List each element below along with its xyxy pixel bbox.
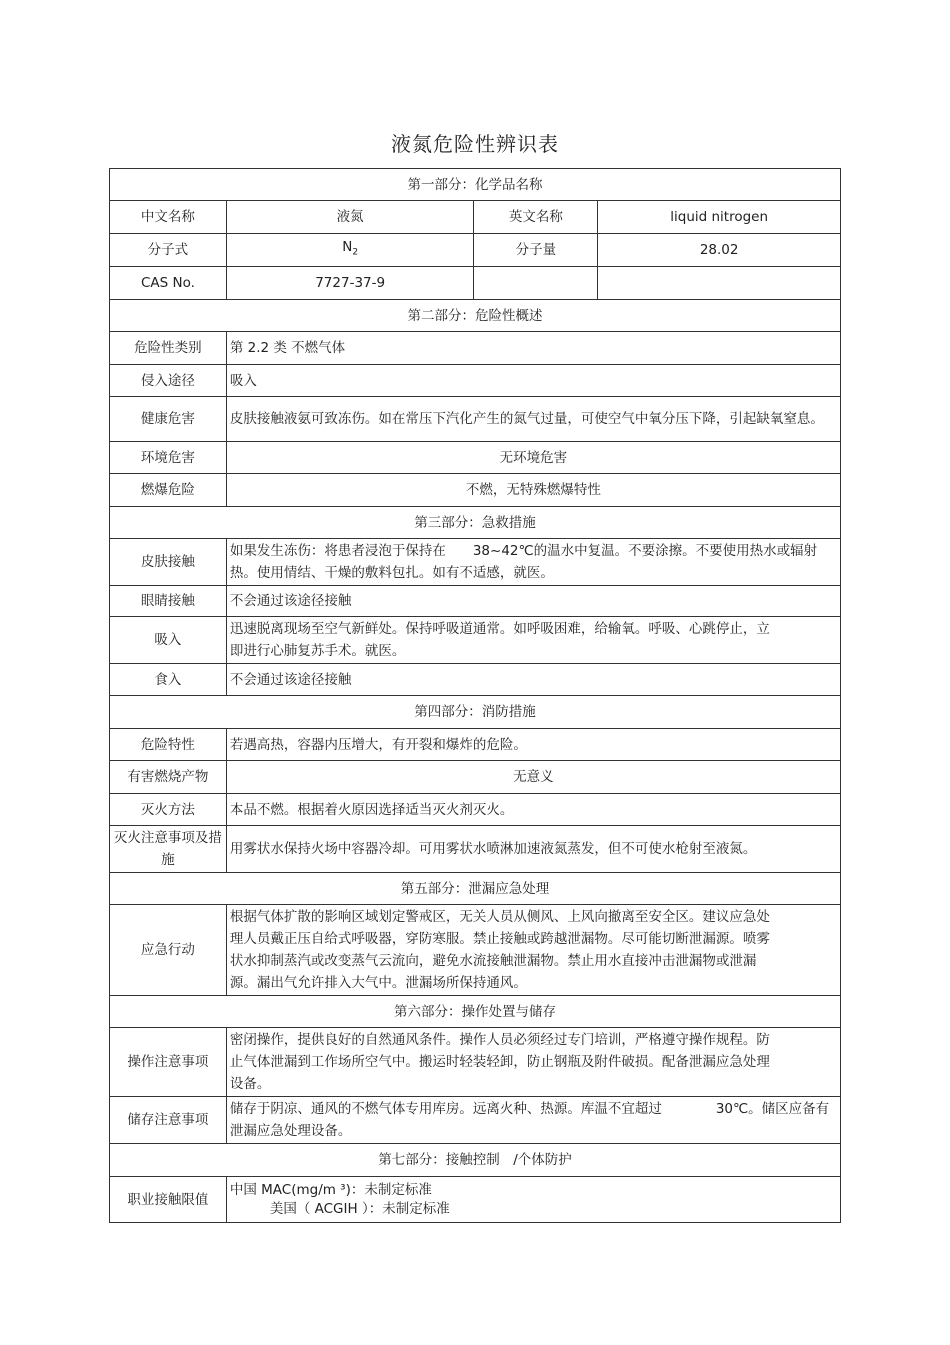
document-title: 液氮危险性辨识表: [391, 132, 559, 156]
eye-contact-value: 不会通过该途径接触: [226, 586, 840, 617]
en-name-label: 英文名称: [474, 201, 598, 234]
ingestion-value: 不会通过该途径接触: [226, 664, 840, 696]
table-row: [110, 1028, 841, 1097]
env-hazard-value: 无环境危害: [226, 442, 840, 474]
cas-value: 7727-37-9: [226, 267, 474, 300]
table-row: [110, 332, 841, 365]
empty-cell: [598, 267, 841, 300]
exposure-limit-label: 职业接触限值: [110, 1177, 227, 1223]
hazard-property-label: 危险特性: [110, 729, 227, 761]
empty-cell: [474, 267, 598, 300]
cn-name-value: 液氮: [226, 201, 474, 234]
ingestion-label: 食入: [110, 664, 227, 696]
part3-header: 第三部分：急救措施: [110, 507, 841, 539]
formula-label: 分子式: [110, 234, 227, 267]
part2-header: 第二部分：危险性概述: [110, 300, 841, 332]
section-header-part7: [110, 1144, 841, 1177]
cn-name-label: 中文名称: [110, 201, 227, 234]
table-row: [110, 539, 841, 586]
inhalation-label: 吸入: [110, 617, 227, 664]
part6-header: 第六部分：操作处置与储存: [110, 996, 841, 1028]
storage-notes-label: 储存注意事项: [110, 1097, 227, 1144]
emergency-action-value: 根据气体扩散的影响区域划定警戒区，无关人员从侧风、上风向撤离至安全区。建议应急处理人员戴正压自给式呼吸器，穿防寒服。禁止接触或跨越泄漏物。尽可能切断泄漏源。喷雾状水抑制蒸汽或改变蒸气云流向，避免水流接触泄漏物。禁止用水直接冲击泄漏物或泄漏源。漏出气允许排入大气中。泄漏场所保持通风。: [226, 905, 840, 996]
table-row: [110, 729, 841, 761]
table-row: [110, 617, 841, 664]
mw-value: 28.02: [598, 234, 841, 267]
storage-notes-value: 储存于阴凉、通风的不燃气体专用库房。远离火种、热源。库温不宜超过 30℃。储区应备有泄漏应急处理设备。: [226, 1097, 840, 1144]
table-row: [110, 586, 841, 617]
table-row: [110, 234, 841, 267]
inhalation-value: 迅速脱离现场至空气新鲜处。保持呼吸道通常。如呼吸困难，给输氧。呼吸、心跳停止，立即进行心肺复苏手术。就医。: [226, 617, 840, 664]
table-row: [110, 397, 841, 442]
fire-explosion-label: 燃爆危险: [110, 474, 227, 507]
hazard-class-value: 第 2.2 类 不燃气体: [226, 332, 840, 365]
table-row: [110, 794, 841, 826]
operation-notes-label: 操作注意事项: [110, 1028, 227, 1097]
section-header-part2: [110, 300, 841, 332]
formula-value: [226, 234, 474, 267]
extinguish-notes-value: 用雾状水保持火场中容器冷却。可用雾状水喷淋加速液氮蒸发，但不可使水枪射至液氮。: [226, 826, 840, 873]
extinguish-method-label: 灭火方法: [110, 794, 227, 826]
exposure-limit-value: [226, 1177, 840, 1223]
table-row: [110, 664, 841, 696]
skin-contact-label: 皮肤接触: [110, 539, 227, 586]
section-header-part3: [110, 507, 841, 539]
entry-route-value: 吸入: [226, 365, 840, 397]
extinguish-method-value: 本品不燃。根据着火原因选择适当灭火剂灭火。: [226, 794, 840, 826]
table-row: [110, 365, 841, 397]
part4-header: 第四部分：消防措施: [110, 696, 841, 729]
fire-explosion-value: 不燃，无特殊燃爆特性: [226, 474, 840, 507]
table-row: [110, 1097, 841, 1144]
hazard-identification-table: [109, 168, 841, 1223]
emergency-action-label: 应急行动: [110, 905, 227, 996]
entry-route-label: 侵入途径: [110, 365, 227, 397]
eye-contact-label: 眼睛接触: [110, 586, 227, 617]
section-header-part1: [110, 169, 841, 201]
exposure-limit-china: 中国 MAC(mg/m ³)：未制定标准: [229, 1181, 432, 1198]
section-header-part4: [110, 696, 841, 729]
health-hazard-value: 皮肤接触液氨可致冻伤。如在常压下汽化产生的氮气过量，可使空气中氧分压下降，引起缺氧窒息。: [226, 397, 840, 442]
env-hazard-label: 环境危害: [110, 442, 227, 474]
section-header-part6: [110, 996, 841, 1028]
skin-contact-value: 如果发生冻伤：将患者浸泡于保持在 38~42℃的温水中复温。不要涂擦。不要使用热水或辐射热。使用情结、干燥的敷料包扎。如有不适感，就医。: [226, 539, 840, 586]
formula-subscript: 2: [352, 247, 359, 258]
table-row: [110, 761, 841, 794]
table-row: [110, 267, 841, 300]
part7-header: 第七部分：接触控制 /个体防护: [110, 1144, 841, 1177]
en-name-value: liquid nitrogen: [598, 201, 841, 234]
formula-main: N: [342, 239, 353, 256]
table-row: [110, 474, 841, 507]
mw-label: 分子量: [474, 234, 598, 267]
cas-label: CAS No.: [110, 267, 227, 300]
health-hazard-label: 健康危害: [110, 397, 227, 442]
table-row: [110, 201, 841, 234]
exposure-limit-usa: 美国（ ACGIH ）：未制定标准: [269, 1200, 450, 1217]
table-row: [110, 826, 841, 873]
extinguish-notes-label: 灭火注意事项及措施: [110, 826, 227, 873]
table-row: [110, 1177, 841, 1223]
table-row: [110, 442, 841, 474]
section-header-part5: [110, 873, 841, 905]
hazard-property-value: 若遇高热，容器内压增大，有开裂和爆炸的危险。: [226, 729, 840, 761]
combustion-products-value: 无意义: [226, 761, 840, 794]
part1-header: 第一部分：化学品名称: [110, 169, 841, 201]
combustion-products-label: 有害燃烧产物: [110, 761, 227, 794]
hazard-class-label: 危险性类别: [110, 332, 227, 365]
table-row: [110, 905, 841, 996]
part5-header: 第五部分：泄漏应急处理: [110, 873, 841, 905]
operation-notes-value: 密闭操作，提供良好的自然通风条件。操作人员必须经过专门培训，严格遵守操作规程。防止气体泄漏到工作场所空气中。搬运时轻装轻卸，防止钢瓶及附件破损。配备泄漏应急处理设备。: [226, 1028, 840, 1097]
